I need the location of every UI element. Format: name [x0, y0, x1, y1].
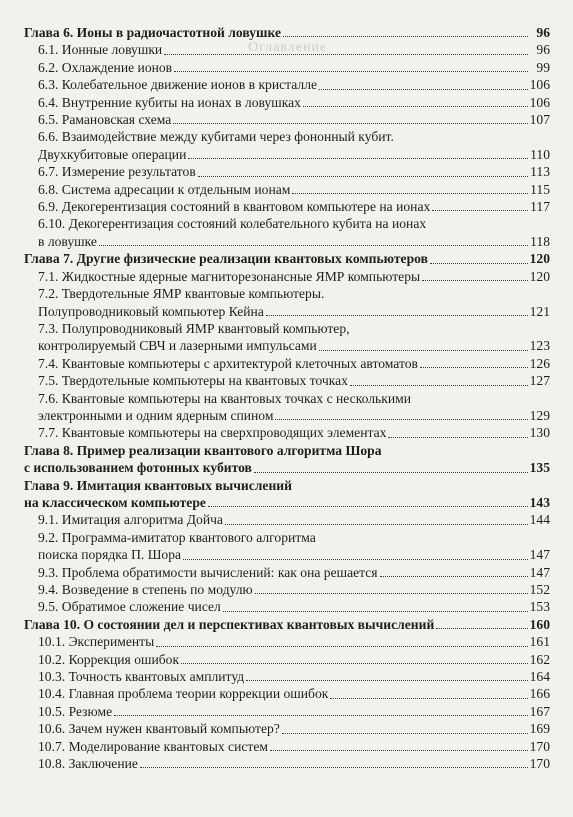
dot-leader: [436, 628, 527, 629]
toc-page-number: 170: [529, 738, 550, 754]
toc-page-number: 121: [529, 303, 550, 319]
toc-entry-title: 6.8. Система адресации к отдельным ионам: [38, 181, 291, 197]
toc-page-number: 115: [530, 181, 550, 197]
toc-section-entry[interactable]: [24, 215, 550, 250]
dot-leader: [208, 506, 528, 507]
toc-chapter-entry[interactable]: [24, 442, 550, 477]
toc-entry-title: 9.4. Возведение в степень по модулю: [38, 582, 253, 597]
toc-entry-title-line: 6.6. Взаимодействие между кубитами через фононный кубит.: [38, 129, 394, 145]
toc-page-number: 120: [529, 268, 550, 284]
dot-leader: [156, 646, 527, 647]
toc-entry-title-line: 7.2. Твердотельные ЯМР квантовые компьютеры.: [38, 286, 325, 302]
toc-page-number: 117: [530, 199, 550, 215]
toc-entry-title: 10.7. Моделирование квантовых систем: [38, 738, 268, 754]
toc-entry-title: 10.3. Точность квантовых амплитуд: [38, 669, 245, 685]
toc-page-number: 153: [529, 599, 550, 615]
dot-leader: [223, 611, 528, 612]
toc-page-number: 144: [529, 512, 550, 528]
toc-entry-title-line: Глава 8. Пример реализации квантового алгоритма Шора: [24, 442, 382, 458]
dot-leader: [319, 89, 528, 90]
dot-leader: [254, 472, 528, 473]
dot-leader: [282, 733, 528, 734]
table-of-contents: [24, 24, 550, 772]
toc-section-entry[interactable]: [24, 685, 550, 702]
toc-section-entry[interactable]: [24, 511, 550, 528]
toc-entry-title: 10.5. Резюме: [38, 703, 113, 719]
toc-section-entry[interactable]: [24, 668, 550, 685]
toc-page-number: 120: [529, 251, 550, 267]
toc-section-entry[interactable]: [24, 163, 550, 180]
toc-entry-title: в ловушке: [38, 233, 97, 249]
toc-entry-title: 10.6. Зачем нужен квантовый компьютер?: [38, 721, 280, 737]
toc-section-entry[interactable]: [24, 41, 550, 58]
dot-leader: [255, 593, 528, 594]
toc-section-entry[interactable]: [24, 320, 550, 355]
toc-entry-title: 6.9. Декогерентизация состояний в квантовом компьютере на ионах: [38, 199, 431, 215]
toc-page-number: 110: [530, 146, 550, 162]
dot-leader: [198, 176, 528, 177]
toc-entry-title-line: 7.6. Квантовые компьютеры на квантовых точках с несколькими: [38, 390, 411, 406]
toc-section-entry[interactable]: [24, 59, 550, 76]
toc-entry-title: Глава 7. Другие физические реализации квантовых компьютеров: [24, 251, 428, 267]
toc-section-entry[interactable]: [24, 651, 550, 668]
toc-page-number: 147: [529, 564, 550, 580]
toc-entry-title: 6.2. Охлаждение ионов: [38, 59, 173, 75]
bleed-through-heading: Оглавление: [248, 40, 328, 55]
toc-entry-title: 10.1. Эксперименты: [38, 634, 155, 650]
dot-leader: [270, 750, 528, 751]
dot-leader: [422, 280, 527, 281]
toc-entry-title-line: 6.10. Декогерентизация состояний колебательного кубита на ионах: [38, 216, 427, 232]
toc-entry-title-line: 7.3. Полупроводниковый ЯМР квантовый компьютер,: [38, 320, 350, 336]
toc-page-number: 113: [530, 164, 550, 180]
dot-leader: [350, 385, 528, 386]
toc-page-number: 170: [529, 756, 550, 772]
dot-leader: [246, 680, 527, 681]
toc-page-number: 130: [529, 425, 550, 441]
toc-entry-title: Полупроводниковый компьютер Кейна: [38, 303, 264, 319]
dot-leader: [330, 698, 527, 699]
dot-leader: [275, 419, 527, 420]
dot-leader: [140, 767, 528, 768]
toc-page-number: 161: [529, 634, 550, 650]
toc-chapter-entry[interactable]: [24, 250, 550, 267]
toc-section-entry[interactable]: [24, 720, 550, 737]
toc-entry-title: Глава 10. О состоянии дел и перспективах квантовых вычислений: [24, 616, 435, 632]
toc-section-entry[interactable]: [24, 529, 550, 564]
toc-entry-title: 10.8. Заключение: [38, 756, 138, 772]
toc-page-number: 127: [529, 373, 550, 389]
toc-section-entry[interactable]: [24, 198, 550, 215]
toc-section-entry[interactable]: [24, 111, 550, 128]
dot-leader: [188, 158, 528, 159]
toc-entry-title: Глава 6. Ионы в радиочастотной ловушке: [24, 25, 282, 40]
toc-chapter-entry[interactable]: [24, 24, 550, 41]
toc-page-number: 96: [536, 25, 550, 40]
toc-entry-title: 7.1. Жидкостные ядерные магниторезонансные ЯМР компьютеры: [38, 268, 421, 284]
dot-leader: [225, 524, 528, 525]
toc-entry-title: 6.7. Измерение результатов: [38, 164, 196, 180]
toc-section-entry[interactable]: [24, 372, 550, 389]
toc-page-number: 135: [529, 460, 550, 476]
toc-section-entry[interactable]: [24, 128, 550, 163]
dot-leader: [430, 263, 528, 264]
dot-leader: [266, 315, 528, 316]
dot-leader: [388, 437, 527, 438]
toc-entry-title: 10.2. Коррекция ошибок: [38, 651, 180, 667]
toc-page-number: 96: [536, 42, 550, 58]
toc-section-entry[interactable]: [24, 76, 550, 93]
toc-page-number: 126: [529, 355, 550, 371]
toc-section-entry[interactable]: [24, 390, 550, 425]
toc-entry-title: 10.4. Главная проблема теории коррекции ошибок: [38, 686, 329, 702]
dot-leader: [319, 350, 528, 351]
toc-page-number: 167: [529, 703, 550, 719]
toc-entry-title: 9.3. Проблема обратимости вычислений: как она решается: [38, 564, 378, 580]
toc-entry-title: поиска порядка П. Шора: [38, 547, 182, 563]
toc-entry-title: с использованием фотонных кубитов: [24, 460, 252, 476]
dot-leader: [164, 54, 528, 55]
toc-page-number: 162: [529, 651, 550, 667]
toc-entry-title: 6.5. Рамановская схема: [38, 112, 172, 128]
toc-page-number: 123: [529, 338, 550, 354]
toc-entry-title: 9.5. Обратимое сложение чисел: [38, 599, 221, 615]
toc-section-entry[interactable]: [24, 355, 550, 372]
toc-page-number: 152: [529, 582, 550, 597]
toc-entry-title: 6.3. Колебательное движение ионов в кристалле: [38, 77, 318, 93]
toc-entry-title: на классическом компьютере: [24, 494, 206, 510]
dot-leader: [283, 36, 528, 37]
toc-entry-title: контролируемый СВЧ и лазерными импульсами: [38, 338, 317, 354]
toc-page-number: 106: [529, 77, 550, 93]
dot-leader: [303, 106, 528, 107]
toc-entry-title: 7.7. Квантовые компьютеры на сверхпроводящих элементах: [38, 425, 387, 441]
toc-section-entry[interactable]: [24, 285, 550, 320]
dot-leader: [420, 367, 528, 368]
dot-leader: [181, 663, 528, 664]
toc-section-entry[interactable]: [24, 581, 550, 598]
toc-page-number: 164: [529, 669, 550, 685]
toc-chapter-entry[interactable]: [24, 616, 550, 633]
toc-section-entry[interactable]: [24, 268, 550, 285]
toc-section-entry[interactable]: [24, 424, 550, 441]
toc-entry-title: электронными и одним ядерным спином: [38, 407, 274, 423]
toc-section-entry[interactable]: [24, 94, 550, 111]
dot-leader: [99, 245, 528, 246]
toc-page-number: 166: [529, 686, 550, 702]
dot-leader: [380, 576, 528, 577]
toc-entry-title-line: 9.2. Программа-имитатор квантового алгоритма: [38, 529, 316, 545]
toc-entry-title: 7.4. Квантовые компьютеры с архитектурой клеточных автоматов: [38, 355, 418, 371]
dot-leader: [114, 715, 527, 716]
toc-page-number: 147: [529, 547, 550, 563]
toc-entry-title-line: Глава 9. Имитация квантовых вычислений: [24, 477, 292, 493]
toc-section-entry[interactable]: [24, 703, 550, 720]
toc-page-number: 143: [529, 494, 550, 510]
toc-entry-title: 7.5. Твердотельные компьютеры на квантовых точках: [38, 373, 348, 389]
dot-leader: [174, 71, 528, 72]
toc-page-number: 169: [529, 721, 550, 737]
toc-page-number: 118: [530, 233, 550, 249]
toc-page-number: 107: [529, 112, 550, 128]
dot-leader: [292, 193, 528, 194]
toc-chapter-entry[interactable]: [24, 477, 550, 512]
toc-entry-title: 6.4. Внутренние кубиты на ионах в ловушках: [38, 94, 301, 110]
toc-entry-title: Двухкубитовые операции: [38, 146, 187, 162]
toc-entry-title: 6.1. Ионные ловушки: [38, 42, 163, 58]
toc-page-number: 106: [529, 94, 550, 110]
toc-page-number: 99: [536, 59, 550, 75]
toc-section-entry[interactable]: [24, 738, 550, 755]
toc-section-entry[interactable]: [24, 633, 550, 650]
toc-section-entry[interactable]: [24, 598, 550, 615]
toc-page-number: 129: [529, 407, 550, 423]
dot-leader: [183, 559, 528, 560]
dot-leader: [173, 123, 527, 124]
toc-section-entry[interactable]: [24, 181, 550, 198]
toc-section-entry[interactable]: [24, 564, 550, 581]
dot-leader: [432, 210, 528, 211]
toc-page-number: 160: [529, 616, 550, 632]
toc-section-entry[interactable]: [24, 755, 550, 772]
toc-entry-title: 9.1. Имитация алгоритма Дойча: [38, 512, 223, 528]
